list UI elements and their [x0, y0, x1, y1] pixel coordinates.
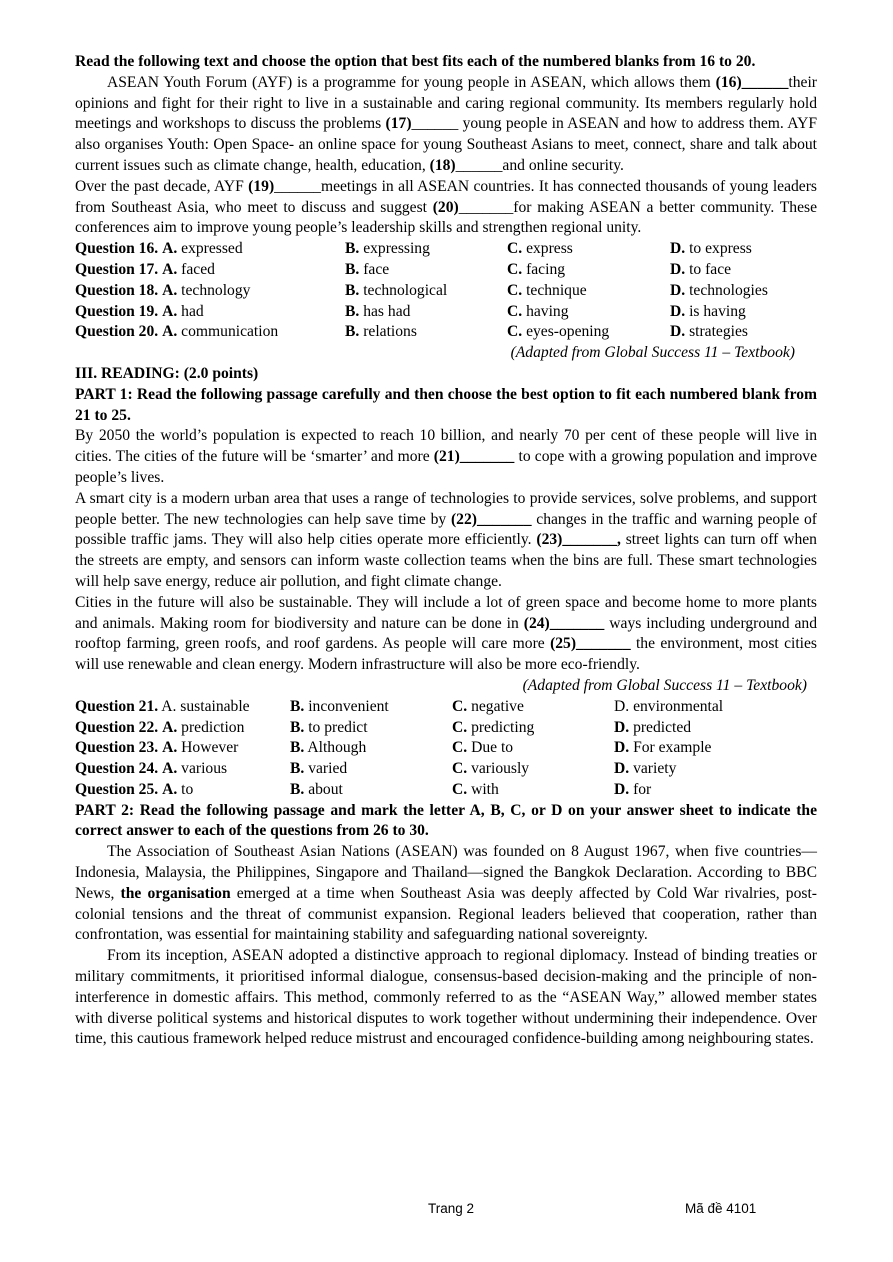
option-letter: B.: [290, 739, 305, 757]
option-c: [452, 697, 614, 718]
option-d: [670, 322, 817, 343]
option-b: [345, 322, 507, 343]
option-letter: A.: [162, 323, 178, 341]
option-d: [670, 260, 817, 281]
option-letter: C.: [452, 760, 468, 778]
option-letter: D.: [614, 739, 630, 757]
option-b: [290, 697, 452, 718]
source-note-2: (Adapted from Global Success 11 – Textbook): [522, 676, 807, 694]
ayf-paragraph-1: [75, 73, 817, 177]
option-text: to predict: [304, 718, 368, 736]
option-c: [507, 239, 670, 260]
option-text: has had: [359, 302, 411, 320]
option-text: varied: [304, 760, 348, 778]
text-run: ______meetings in all ASEAN countries. It has connected thousands of young leaders from Southeast Asia, who meet to discuss and suggest: [75, 177, 817, 216]
blank-marker: the organisation: [120, 884, 231, 902]
option-letter: B.: [290, 780, 305, 798]
option-text: expressed: [177, 240, 243, 258]
option-text: For example: [629, 739, 712, 757]
option-d: [614, 697, 817, 718]
text-run: The Association of Southeast Asian Nations (ASEAN) was founded on 8 August 1967, when five countries—Indonesia, Malaysia, the Philippines, Singapore and Thailand—signed the Bangkok Declaration. According to BBC News,: [75, 843, 817, 902]
option-d: [670, 239, 817, 260]
option-text: to express: [685, 240, 752, 258]
option-letter: C.: [452, 697, 468, 715]
option-d: [614, 780, 817, 801]
question-row: [75, 759, 817, 780]
text-run: _______for making ASEAN a better community. These conferences aim to improve young people’s leadership skills and strengthen regional unity.: [75, 198, 818, 237]
option-d: [614, 718, 817, 739]
blank-marker: (22)_______: [450, 510, 532, 528]
option-d: [614, 759, 817, 780]
page-number: Trang 2: [428, 1201, 475, 1216]
option-c: [507, 260, 670, 281]
text-run: ______ young people in ASEAN and how to address them. AYF also organises Youth: Open Space- an online space for young Southeast Asians to meet, connect, share and talk about current issues such as climate change, health, education,: [75, 115, 818, 174]
question-number: Question 23.: [75, 739, 159, 757]
question-number: Question 18.: [75, 281, 159, 299]
option-b: [345, 239, 507, 260]
option-text: with: [467, 780, 499, 798]
blank-marker: (19): [248, 177, 275, 195]
option-b: [345, 302, 507, 323]
option-a: [75, 759, 290, 780]
option-text: faced: [177, 260, 215, 278]
blank-marker: (20): [432, 198, 459, 216]
page-footer: [0, 1201, 893, 1221]
option-a: [75, 239, 345, 260]
question-row: [75, 281, 817, 302]
questions-16-20-table: [75, 239, 817, 343]
text-run: street lights can turn off when the streets are empty, and sensors can inform waste collection teams when the bins are full. These smart technologies will help save energy, reduce air pollution, and fight climate change.: [75, 531, 817, 590]
option-letter: A.: [162, 780, 178, 798]
option-letter: A.: [162, 240, 178, 258]
option-letter: C.: [507, 240, 523, 258]
option-a: [75, 302, 345, 323]
question-number: Question 20.: [75, 323, 159, 341]
smart-city-paragraph-1: [75, 426, 817, 488]
question-row: [75, 718, 817, 739]
question-row: [75, 302, 817, 323]
smart-city-paragraph-2: [75, 489, 817, 593]
option-letter: A.: [162, 760, 178, 778]
blank-marker: (18): [429, 156, 456, 174]
option-text: expressing: [359, 240, 430, 258]
option-text: technique: [522, 281, 587, 299]
option-letter: D.: [670, 260, 686, 278]
option-letter: C.: [452, 718, 468, 736]
option-text: predicted: [629, 718, 692, 736]
question-row: [75, 780, 817, 801]
question-row: [75, 738, 817, 759]
blank-marker: (25)_______: [550, 635, 631, 653]
question-number: Question 25.: [75, 780, 159, 798]
text-run: ______and online security.: [455, 156, 624, 174]
option-text: negative: [467, 697, 524, 715]
option-b: [290, 780, 452, 801]
option-d: [614, 738, 817, 759]
option-a: [75, 718, 290, 739]
option-letter: B.: [290, 697, 305, 715]
question-number: Question 22.: [75, 718, 159, 736]
option-letter: B.: [345, 281, 360, 299]
option-letter: C.: [507, 260, 523, 278]
option-letter: D.: [614, 760, 630, 778]
option-letter: C.: [507, 281, 523, 299]
asean-paragraph-2: [75, 946, 817, 1050]
option-text: Although: [304, 739, 367, 757]
option-letter: A.: [162, 302, 178, 320]
option-a: [75, 281, 345, 302]
exam-page: [75, 52, 817, 1050]
option-letter: D.: [670, 240, 686, 258]
option-letter: A.: [162, 739, 178, 757]
option-letter: C.: [452, 739, 468, 757]
option-text: to face: [685, 260, 732, 278]
option-text: various: [177, 760, 228, 778]
option-d: [670, 281, 817, 302]
option-letter: A.: [162, 281, 178, 299]
option-letter: A.: [161, 697, 177, 715]
text-run: their opinions and fight for their right to live in a sustainable and caring regional community. Its members regularly hold meetings and workshops to discuss the problems: [75, 73, 817, 133]
option-b: [345, 260, 507, 281]
option-letter: B.: [345, 323, 360, 341]
text-run: ways including underground and rooftop farming, green roofs, and roof gardens. As people will care more: [75, 614, 817, 653]
question-row: [75, 260, 817, 281]
option-a: [75, 738, 290, 759]
option-letter: D.: [614, 697, 630, 715]
option-text: to: [177, 780, 194, 798]
option-letter: D.: [614, 780, 630, 798]
question-row: [75, 697, 817, 718]
part1-instruction: PART 1: Read the following passage carefully and then choose the best option to fit each numbered blank from 21 to 25.: [75, 385, 817, 424]
option-letter: D.: [614, 718, 630, 736]
option-c: [452, 718, 614, 739]
option-a: [75, 260, 345, 281]
option-c: [452, 780, 614, 801]
option-text: eyes-opening: [522, 323, 610, 341]
option-c: [452, 759, 614, 780]
option-a: [75, 697, 290, 718]
option-letter: C.: [507, 323, 523, 341]
option-letter: A.: [162, 260, 178, 278]
option-text: communication: [177, 323, 279, 341]
option-letter: B.: [345, 302, 360, 320]
text-run: From its inception, ASEAN adopted a distinctive approach to regional diplomacy. Instead of binding treaties or military commitments, it prioritised informal dialogue, consensus-based decision-making and the principle of non-interference in domestic affairs. This method, commonly referred to as the “ASEAN Way,” allowed member states with diverse political systems and historical disputes to work together without undermining their independence. Over time, this cautious framework helped reduce mistrust and encouraged confidence-building among neighbouring states.: [75, 947, 817, 1048]
blank-marker: (23)_______,: [536, 531, 621, 549]
option-letter: C.: [507, 302, 523, 320]
text-run: Over the past decade, AYF: [75, 177, 249, 195]
reading-heading: III. READING: (2.0 points): [75, 364, 259, 382]
text-run: the environment, most cities will use renewable and clean energy. Modern infrastructure will also be more eco-friendly.: [75, 635, 818, 674]
option-text: Due to: [467, 739, 514, 757]
option-a: [75, 780, 290, 801]
text-run: By 2050 the world’s population is expected to reach 10 billion, and nearly 70 per cent of these people will live in cities. The cities of the future will be ‘smarter’ and more: [75, 427, 817, 466]
option-text: environmental: [629, 697, 724, 715]
question-number: Question 21.: [75, 697, 159, 715]
option-letter: B.: [290, 760, 305, 778]
question-number: Question 17.: [75, 260, 159, 278]
option-text: had: [177, 302, 204, 320]
option-a: [75, 322, 345, 343]
blank-marker: (17): [385, 115, 412, 133]
option-letter: B.: [345, 260, 360, 278]
question-number: Question 19.: [75, 302, 159, 320]
source-note-1: (Adapted from Global Success 11 – Textbook): [510, 344, 795, 362]
question-number: Question 16.: [75, 240, 159, 258]
option-text: facing: [522, 260, 566, 278]
option-text: having: [522, 302, 569, 320]
blank-marker: (24)_______: [523, 614, 605, 632]
exam-code: Mã đề 4101: [685, 1201, 757, 1216]
option-text: prediction: [177, 718, 245, 736]
option-text: sustainable: [176, 697, 250, 715]
option-b: [345, 281, 507, 302]
option-d: [670, 302, 817, 323]
option-c: [507, 281, 670, 302]
option-b: [290, 738, 452, 759]
option-text: face: [359, 260, 390, 278]
option-text: is having: [685, 302, 746, 320]
question-row: [75, 239, 817, 260]
option-c: [507, 322, 670, 343]
option-letter: D.: [670, 323, 686, 341]
question-row: [75, 322, 817, 343]
option-text: variety: [629, 760, 677, 778]
option-text: inconvenient: [304, 697, 389, 715]
option-letter: C.: [452, 780, 468, 798]
option-b: [290, 718, 452, 739]
text-run: Cities in the future will also be sustainable. They will include a lot of green space and become home to more plants and animals. Making room for biodiversity and nature can be done in: [75, 593, 817, 632]
option-b: [290, 759, 452, 780]
option-text: technological: [359, 281, 448, 299]
option-letter: D.: [670, 281, 686, 299]
option-c: [507, 302, 670, 323]
text-run: ASEAN Youth Forum (AYF) is a programme for young people in ASEAN, which allows them: [107, 73, 716, 91]
asean-paragraph-1: [75, 842, 817, 946]
questions-21-25-table: [75, 697, 817, 801]
option-text: for: [629, 780, 652, 798]
option-letter: D.: [670, 302, 686, 320]
option-text: variously: [467, 760, 530, 778]
option-text: strategies: [685, 323, 748, 341]
option-text: relations: [359, 323, 417, 341]
part2-instruction: PART 2: Read the following passage and mark the letter A, B, C, or D on your answer sheet to indicate the correct answer to each of the questions from 26 to 30.: [75, 801, 817, 840]
option-letter: B.: [345, 240, 360, 258]
question-number: Question 24.: [75, 760, 159, 778]
text-run: A smart city is a modern urban area that uses a range of technologies to provide services, solve problems, and support people better. The new technologies can help save time by: [75, 489, 817, 528]
option-text: express: [522, 240, 573, 258]
text-run: to cope with a growing population and improve people’s lives.: [75, 448, 817, 486]
option-text: technology: [177, 281, 251, 299]
blank-marker: (16)______: [715, 73, 789, 91]
option-letter: A.: [162, 718, 178, 736]
option-text: However: [177, 739, 239, 757]
ayf-paragraph-2: [75, 177, 817, 239]
option-text: about: [304, 780, 343, 798]
option-text: predicting: [467, 718, 535, 736]
blank-marker: (21)_______: [433, 448, 515, 466]
smart-city-paragraph-3: [75, 593, 817, 676]
option-c: [452, 738, 614, 759]
text-run: changes in the traffic and warning people of possible traffic jams. They will also help cities operate more efficiently.: [75, 510, 817, 549]
option-letter: B.: [290, 718, 305, 736]
text-run: emerged at a time when Southeast Asia was deeply affected by Cold War rivalries, post-colonial tensions and the threat of communist expansion. Regional leaders believed that cooperation, rather than confrontation, was essential for maintaining stability and safeguarding national sovereignty.: [75, 884, 817, 944]
option-text: technologies: [685, 281, 768, 299]
section1-instruction: Read the following text and choose the option that best fits each of the numbered blanks from 16 to 20.: [75, 53, 756, 70]
